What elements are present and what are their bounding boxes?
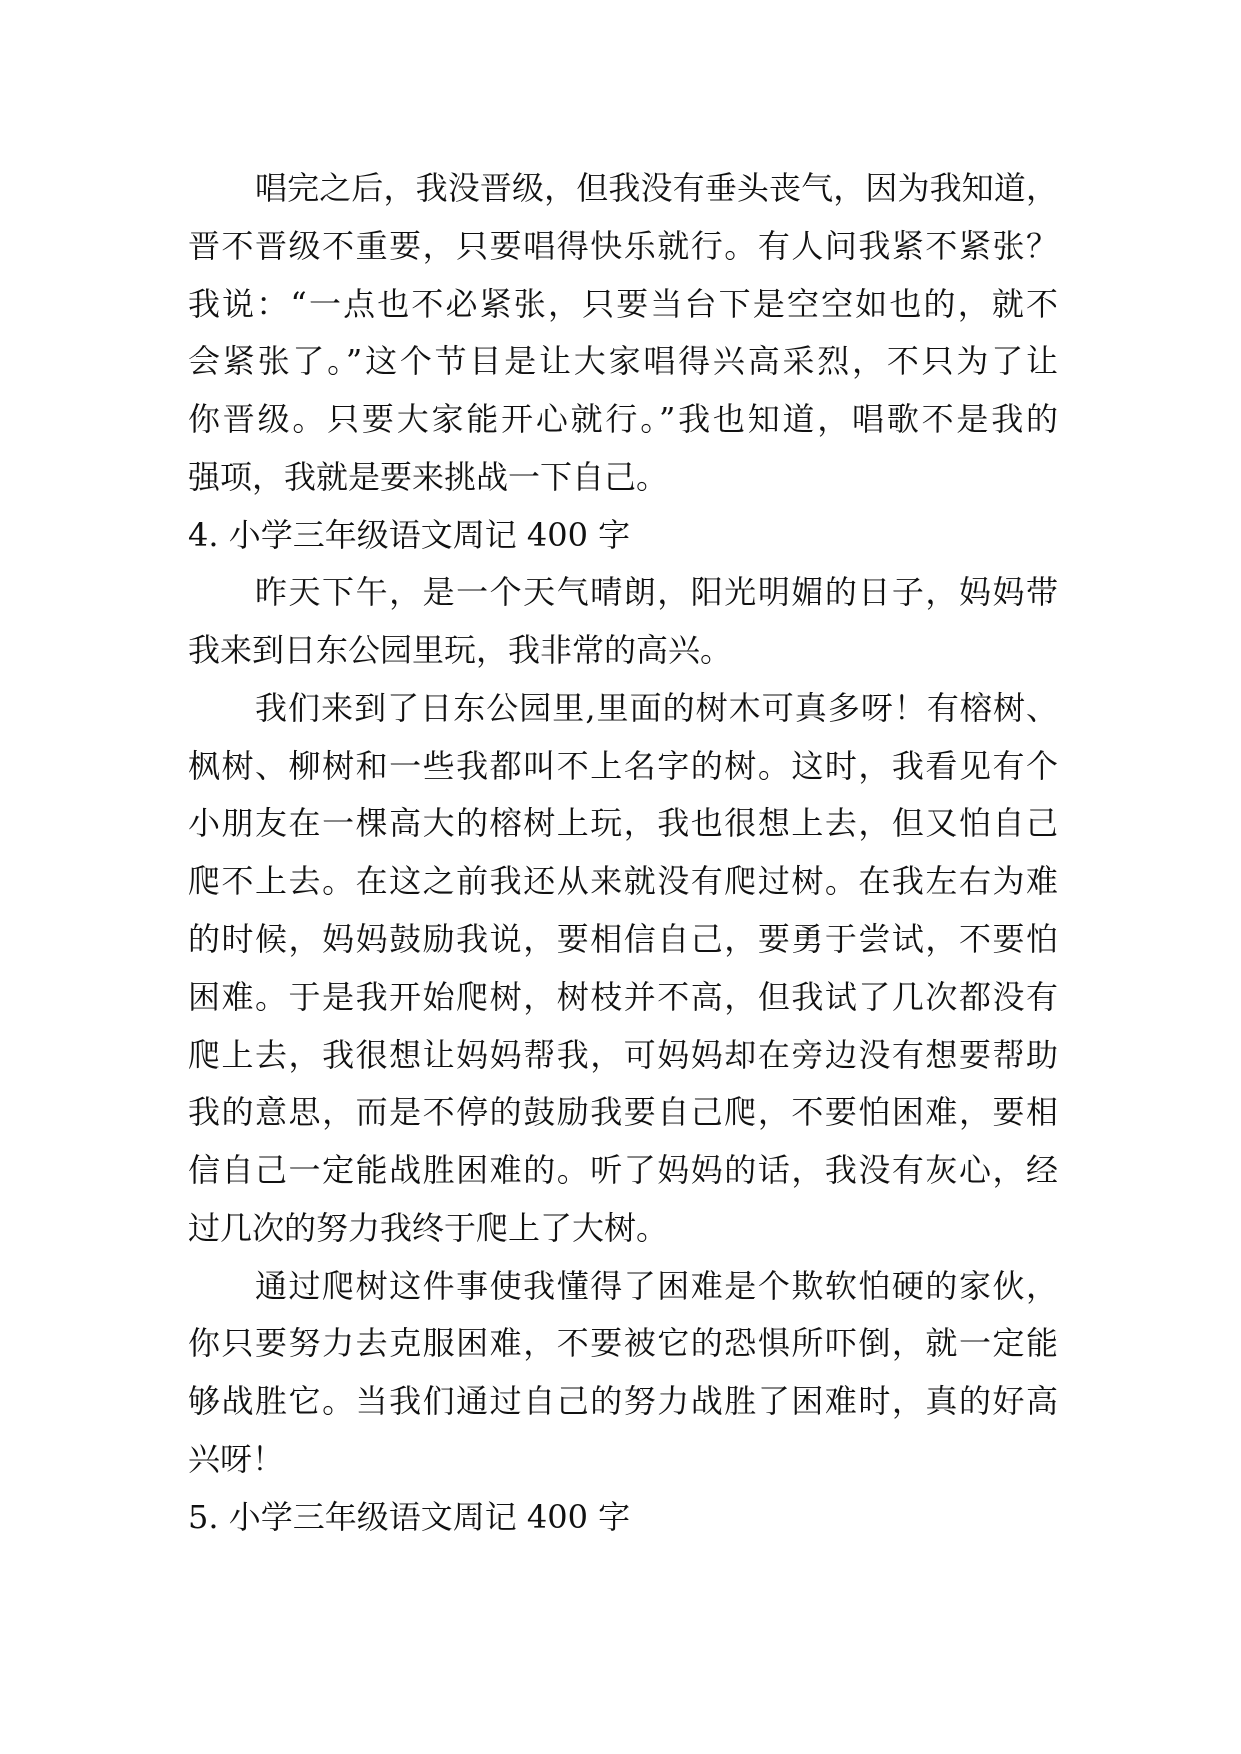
paragraph-line: 信自己一定能战胜困难的。听了妈妈的话，我没有灰心，经	[188, 1151, 1058, 1189]
paragraph-line: 我的意思，而是不停的鼓励我要自己爬，不要怕困难，要相	[188, 1093, 1058, 1131]
paragraph-line: 小朋友在一棵高大的榕树上玩，我也很想上去，但又怕自己	[188, 804, 1058, 842]
paragraph-line: 我说：“一点也不必紧张，只要当台下是空空如也的，就不	[188, 285, 1058, 323]
paragraph-line: 我来到日东公园里玩，我非常的高兴。	[188, 631, 733, 669]
paragraph-line: 唱完之后，我没晋级，但我没有垂头丧气，因为我知道，	[255, 169, 1058, 207]
paragraph-line: 你只要努力去克服困难，不要被它的恐惧所吓倒，就一定能	[188, 1324, 1058, 1362]
paragraph-line: 爬上去，我很想让妈妈帮我，可妈妈却在旁边没有想要帮助	[188, 1036, 1058, 1074]
paragraph-line: 爬不上去。在这之前我还从来就没有爬过树。在我左右为难	[188, 862, 1058, 900]
paragraph-line: 晋不晋级不重要，只要唱得快乐就行。有人问我紧不紧张？	[188, 227, 1058, 265]
paragraph-line: 会紧张了。”这个节目是让大家唱得兴高采烈，不只为了让	[188, 342, 1058, 380]
paragraph-line: 昨天下午，是一个天气晴朗，阳光明媚的日子，妈妈带	[255, 573, 1058, 611]
paragraph-line: 我们来到了日东公园里,里面的树木可真多呀！有榕树、	[255, 689, 1058, 727]
paragraph-line: 够战胜它。当我们通过自己的努力战胜了困难时，真的好高	[188, 1382, 1058, 1420]
paragraph-line: 你晋级。只要大家能开心就行。”我也知道，唱歌不是我的	[188, 400, 1058, 438]
paragraph-line: 兴呀！	[188, 1440, 285, 1478]
section-heading: 4. 小学三年级语文周记 400 字	[188, 516, 631, 554]
paragraph-line: 枫树、柳树和一些我都叫不上名字的树。这时，我看见有个	[188, 747, 1058, 785]
paragraph-line: 困难。于是我开始爬树，树枝并不高，但我试了几次都没有	[188, 978, 1058, 1016]
paragraph-line: 过几次的努力我终于爬上了大树。	[188, 1209, 669, 1247]
paragraph-line: 的时候，妈妈鼓励我说，要相信自己，要勇于尝试，不要怕	[188, 920, 1058, 958]
section-heading: 5. 小学三年级语文周记 400 字	[188, 1498, 631, 1536]
paragraph-line: 强项，我就是要来挑战一下自己。	[188, 458, 669, 496]
paragraph-line: 通过爬树这件事使我懂得了困难是个欺软怕硬的家伙，	[255, 1267, 1058, 1305]
